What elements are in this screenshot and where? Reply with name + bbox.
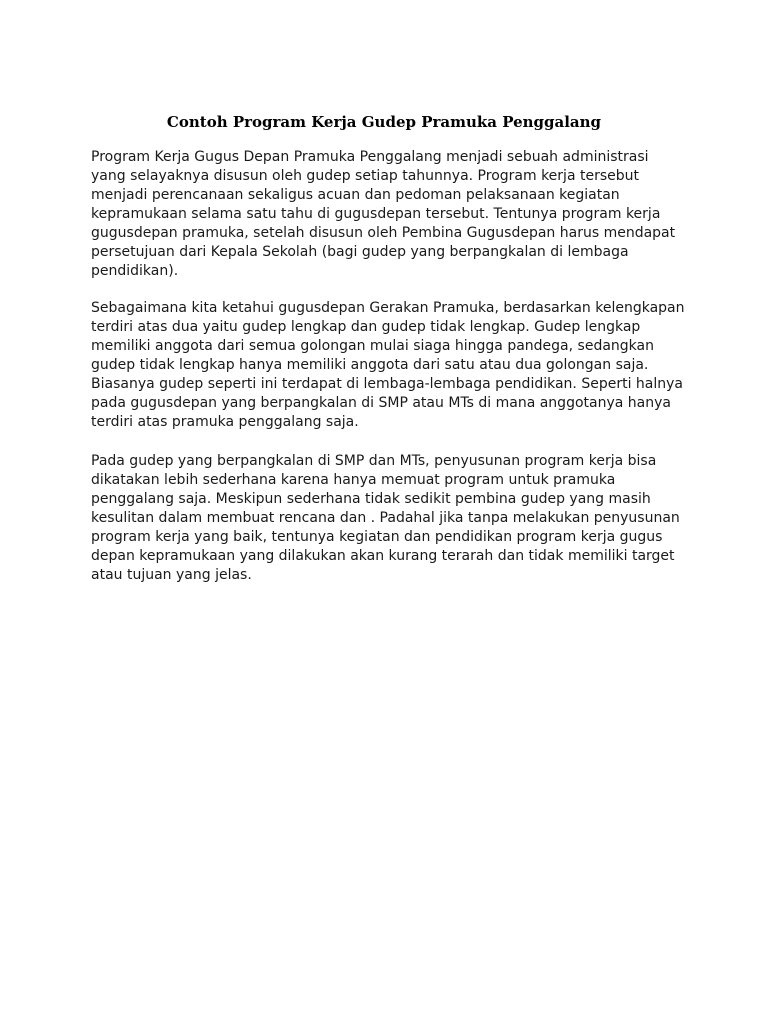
paragraph-line: gudep tidak lengkap hanya memiliki anggota dari satu atau dua golongan saja.: [91, 357, 649, 373]
paragraph-line: menjadi perencanaan sekaligus acuan dan pedoman pelaksanaan kegiatan: [91, 187, 620, 203]
paragraph-line: Program Kerja Gugus Depan Pramuka Penggalang menjadi sebuah administrasi: [91, 149, 649, 165]
paragraph-line: terdiri atas dua yaitu gudep lengkap dan gudep tidak lengkap. Gudep lengkap: [91, 319, 641, 335]
paragraph-line: pendidikan).: [91, 263, 179, 279]
document-title: Contoh Program Kerja Gudep Pramuka Penggalang: [166, 113, 602, 131]
paragraph-line: yang selayaknya disusun oleh gudep setiap tahunnya. Program kerja tersebut: [91, 168, 639, 184]
paragraph-line: pada gugusdepan yang berpangkalan di SMP atau MTs di mana anggotanya hanya: [91, 395, 671, 411]
paragraph-line: kepramukaan selama satu tahu di gugusdepan tersebut. Tentunya program kerja: [91, 206, 661, 222]
paragraph-1: [91, 148, 691, 281]
paragraph-line: memiliki anggota dari semua golongan mulai siaga hingga pandega, sedangkan: [91, 338, 654, 354]
paragraph-line: atau tujuan yang jelas.: [91, 567, 252, 583]
paragraph-line: dikatakan lebih sederhana karena hanya memuat program untuk pramuka: [91, 472, 616, 488]
paragraph-line: Biasanya gudep seperti ini terdapat di lembaga-lembaga pendidikan. Seperti halnya: [91, 376, 683, 392]
paragraph-3: [91, 452, 691, 585]
paragraph-line: kesulitan dalam membuat rencana dan . Padahal jika tanpa melakukan penyusunan: [91, 510, 680, 526]
paragraph-line: program kerja yang baik, tentunya kegiatan dan pendidikan program kerja gugus: [91, 529, 663, 545]
paragraph-line: persetujuan dari Kepala Sekolah (bagi gudep yang berpangkalan di lembaga: [91, 244, 629, 260]
paragraph-line: Sebagaimana kita ketahui gugusdepan Gerakan Pramuka, berdasarkan kelengkapan: [91, 300, 685, 316]
paragraph-line: terdiri atas pramuka penggalang saja.: [91, 414, 359, 430]
paragraph-line: gugusdepan pramuka, setelah disusun oleh Pembina Gugusdepan harus mendapat: [91, 225, 676, 241]
paragraph-line: Pada gudep yang berpangkalan di SMP dan MTs, penyusunan program kerja bisa: [91, 453, 657, 469]
paragraph-line: depan kepramukaan yang dilakukan akan kurang terarah dan tidak memiliki target: [91, 548, 675, 564]
paragraph-2: [91, 299, 691, 432]
paragraph-line: penggalang saja. Meskipun sederhana tidak sedikit pembina gudep yang masih: [91, 491, 651, 507]
